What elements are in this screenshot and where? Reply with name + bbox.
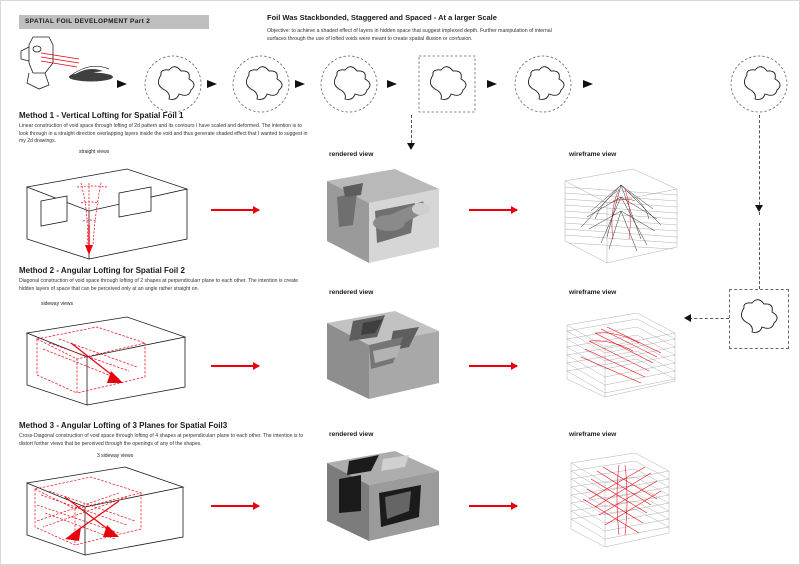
flow-connector-vertical-3 <box>759 223 760 289</box>
method-3-body: Cross-Diagonal construction of void space through lofting of 4 shapes at perpendicularr plane to each other. The intention is to distort further views that be perceived through the openings of any of the shapes. <box>19 433 304 447</box>
method-1-text <box>19 111 314 146</box>
method-1-heading: Method 1 - Vertical Lofting for Spatial Foil 1 <box>19 111 184 120</box>
method-2-rendered-view <box>323 307 443 407</box>
flow-result-frame <box>729 289 789 349</box>
method-1-arrow-1 <box>211 209 259 211</box>
page-title: SPATIAL FOIL DEVELOPMENT Part 2 <box>25 18 151 25</box>
page-title-bar <box>19 15 209 29</box>
method-2-arrow-2 <box>469 365 517 367</box>
method-3-wireframe-view <box>561 449 681 554</box>
method-2-heading: Method 2 - Angular Lofting for Spatial Foil 2 <box>19 266 185 275</box>
method-1-diagram <box>19 159 194 264</box>
method-3-heading: Method 3 - Angular Lofting of 3 Planes for Spatial Foil3 <box>19 421 228 430</box>
method-1-rendered-caption: rendered view <box>329 151 374 158</box>
method-3-text <box>19 421 314 448</box>
method-1-body: Linear construction of void space through lofting of 2d pattern and its contours I have scaled and deformed. The intention is to look through in a straight direction overlapping layers inside the void and thus generate shaded effect that I wanted to suggest in my 2d drawings. <box>19 123 308 145</box>
method-2-body: Diagonal construction of void space through lofting of 2 shapes at perpendicularr plane to each other. The intention is create hidden layers of space that can be perceived only at an angle rather straight on. <box>19 278 299 292</box>
method-2-view-label: sideway views <box>41 301 73 307</box>
method-3-arrow-1 <box>211 505 259 507</box>
process-chain <box>131 53 781 115</box>
top-note-body: Objective: to achieve a shaded effect of layers in hidden space that suggest implexed depth. Further manipulation of internal surfaces through the use of lofted voids were meant to create spatial illusion or confusion. <box>267 28 552 43</box>
method-1-wireframe-caption: wireframe view <box>569 151 617 158</box>
method-3-rendered-caption: rendered view <box>329 431 374 438</box>
flow-arrow-down-2 <box>755 205 763 212</box>
method-2-wireframe-caption: wireframe view <box>569 289 617 296</box>
method-3-diagram <box>19 461 194 561</box>
flow-arrow-left-1 <box>684 314 691 322</box>
top-note <box>267 13 567 43</box>
flow-connector-vertical-1 <box>411 115 412 143</box>
method-2-wireframe-view <box>561 307 681 407</box>
flow-connector-vertical-2 <box>759 115 760 215</box>
method-1-arrow-2 <box>469 209 517 211</box>
method-3-rendered-view <box>323 449 443 549</box>
method-2-diagram <box>19 309 194 409</box>
method-2-rendered-caption: rendered view <box>329 289 374 296</box>
method-3-wireframe-caption: wireframe view <box>569 431 617 438</box>
method-2-text <box>19 266 314 293</box>
method-3-view-label: 3 sideway views <box>97 453 134 459</box>
method-2-arrow-1 <box>211 365 259 367</box>
method-1-wireframe-view <box>561 167 681 272</box>
method-1-view-label: straight views <box>79 149 110 155</box>
method-3-arrow-2 <box>469 505 517 507</box>
top-note-heading: Foil Was Stackbonded, Staggered and Spaced - At a larger Scale <box>267 13 497 22</box>
flow-arrow-down-1 <box>407 143 415 150</box>
flow-connector-horizontal-1 <box>689 318 729 319</box>
method-1-rendered-view <box>323 167 443 272</box>
